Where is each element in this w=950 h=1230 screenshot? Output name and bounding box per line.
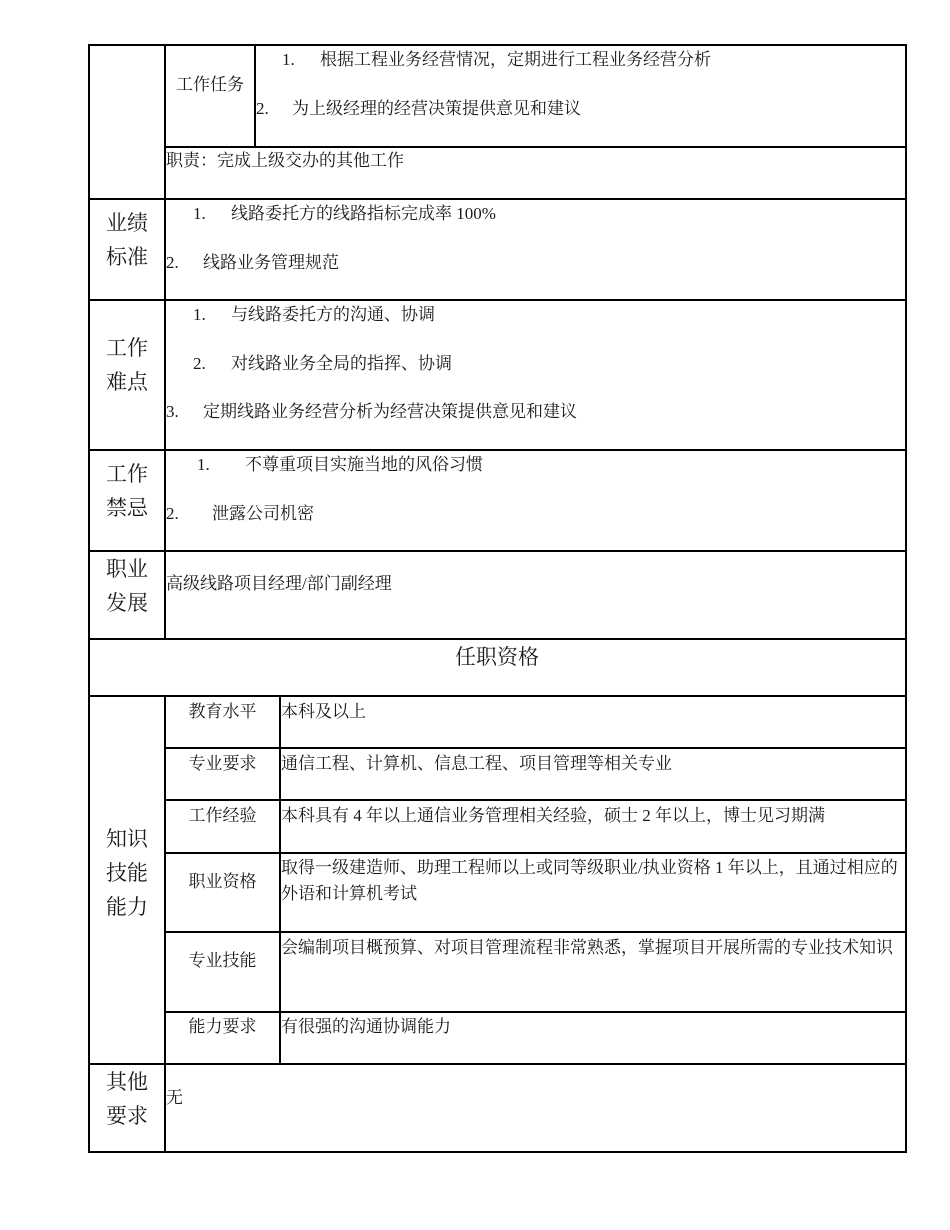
qualification-row-value: 本科及以上 (281, 702, 366, 721)
row-divider (88, 1063, 907, 1065)
item-text: 不尊重项目实施当地的风俗习惯 (245, 455, 483, 474)
career-text: 高级线路项目经理/部门副经理 (166, 574, 392, 593)
label-line: 职业 (106, 557, 148, 581)
label-line: 发展 (106, 591, 148, 615)
label-line: 知识 (106, 827, 148, 851)
qualification-row-name: 工作经验 (188, 806, 257, 825)
taboo-item (166, 501, 314, 527)
item-number: 1. (282, 50, 295, 69)
performance-item (193, 201, 496, 227)
task-item (256, 96, 581, 122)
task-label: 工作任务 (176, 75, 244, 94)
item-text: 根据工程业务经营情况，定期进行工程业务经营分析 (320, 50, 711, 69)
row-divider (88, 299, 907, 301)
row-divider (165, 931, 907, 933)
difficulty-label (89, 331, 165, 399)
taboo-item (197, 452, 483, 478)
label-line: 业绩 (106, 211, 148, 235)
item-number: 3. (166, 402, 179, 421)
qualification-title: 任职资格 (455, 645, 539, 669)
item-number: 1. (193, 204, 206, 223)
item-text: 泄露公司机密 (212, 504, 314, 523)
qualification-row-value: 会编制项目概预算、对项目管理流程非常熟悉，掌握项目开展所需的专业技术知识 (281, 938, 893, 957)
item-text: 线路委托方的线路指标完成率 100% (231, 204, 496, 223)
row-divider (88, 550, 907, 552)
table-border-bottom (88, 1151, 907, 1153)
item-text: 与线路委托方的沟通、协调 (231, 305, 435, 324)
taboo-label (89, 457, 165, 525)
row-divider (88, 198, 907, 200)
item-text: 对线路业务全局的指挥、协调 (231, 354, 452, 373)
item-number: 2. (166, 253, 179, 272)
item-number: 1. (197, 455, 210, 474)
label-line: 难点 (106, 370, 148, 394)
row-divider (165, 852, 907, 854)
row-divider (88, 695, 907, 697)
item-number: 1. (193, 305, 206, 324)
item-text: 定期线路业务经营分析为经营决策提供意见和建议 (203, 402, 577, 421)
row-divider (88, 638, 907, 640)
qualification-row-value: 取得一级建造师、助理工程师以上或同等级职业/执业资格 1 年以上，且通过相应的外语和计算机考试 (281, 858, 898, 903)
difficulty-item (193, 302, 435, 328)
table-border-top (88, 44, 907, 46)
performance-label (89, 206, 165, 274)
qualification-row-name: 专业技能 (188, 951, 257, 970)
qualification-row-value: 本科具有 4 年以上通信业务管理相关经验，硕士 2 年以上，博士见习期满 (281, 806, 825, 825)
qualification-row-name: 专业要求 (188, 754, 257, 773)
label-line: 其他 (106, 1070, 148, 1094)
item-text: 线路业务管理规范 (203, 253, 339, 272)
difficulty-item (193, 351, 452, 377)
qualification-row-name: 教育水平 (188, 702, 257, 721)
label-line: 技能 (106, 861, 148, 885)
qualification-label (89, 822, 165, 924)
performance-item (166, 250, 339, 276)
label-line: 要求 (106, 1104, 148, 1128)
qualification-row-name: 职业资格 (188, 872, 257, 891)
difficulty-item (166, 399, 577, 425)
item-number: 2. (256, 99, 269, 118)
other-text: 无 (166, 1088, 183, 1107)
row-divider (165, 799, 907, 801)
qualification-row-value: 有很强的沟通协调能力 (281, 1017, 451, 1036)
table-border-right (905, 44, 907, 1152)
label-line: 工作 (106, 336, 148, 360)
label-line: 禁忌 (106, 496, 148, 520)
other-label (89, 1065, 165, 1133)
qualification-row-name: 能力要求 (188, 1017, 257, 1036)
label-line: 标准 (106, 245, 148, 269)
label-line: 工作 (106, 462, 148, 486)
duty-text: 职责：完成上级交办的其他工作 (166, 151, 404, 170)
qualification-row-value: 通信工程、计算机、信息工程、项目管理等相关专业 (281, 754, 672, 773)
row-divider (165, 1011, 907, 1013)
label-line: 能力 (106, 895, 148, 919)
career-label (89, 552, 165, 620)
item-number: 2. (166, 504, 179, 523)
row-divider (165, 747, 907, 749)
item-text: 为上级经理的经营决策提供意见和建议 (292, 99, 581, 118)
task-item (282, 47, 711, 73)
item-number: 2. (193, 354, 206, 373)
row-divider (88, 449, 907, 451)
